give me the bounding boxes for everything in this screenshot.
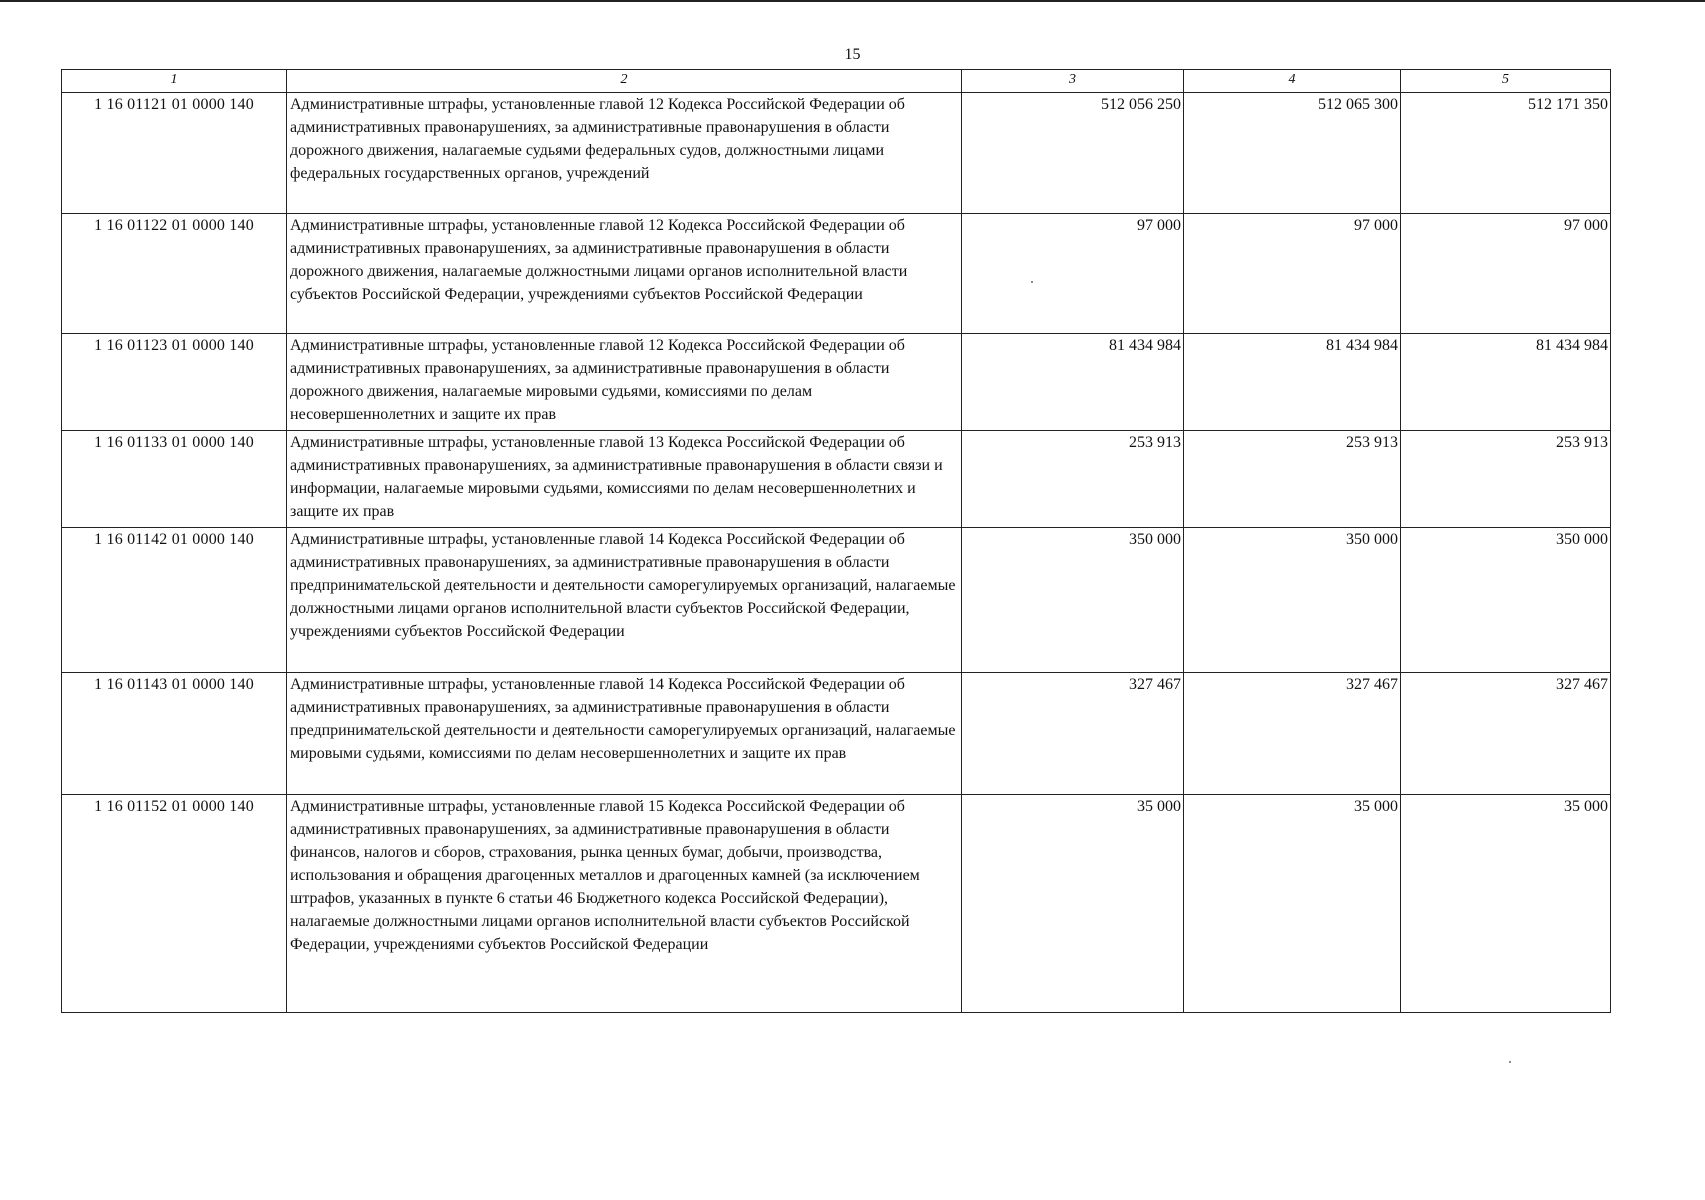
amount-col4-cell: 512 065 300 [1184, 93, 1401, 214]
budget-code-cell: 1 16 01152 01 0000 140 [62, 795, 287, 1013]
amount-col4-cell: 35 000 [1184, 795, 1401, 1013]
amount-col4-cell: 253 913 [1184, 431, 1401, 528]
budget-code-cell: 1 16 01143 01 0000 140 [62, 673, 287, 795]
table-row [62, 334, 1611, 431]
table-row [62, 673, 1611, 795]
amount-col3-cell: 97 000 [962, 214, 1184, 334]
scan-speck [1509, 1061, 1511, 1063]
description-cell: Административные штрафы, установленные главой 12 Кодекса Российской Федерации об административных правонарушениях, за административные правонарушения в области дорожного движения, налагаемые судьями федеральных судов, должностными лицами федеральных государственных органов, учреждений [287, 93, 962, 214]
amount-col3-cell: 512 056 250 [962, 93, 1184, 214]
page-number: 15 [844, 46, 861, 63]
description-cell: Административные штрафы, установленные главой 14 Кодекса Российской Федерации об административных правонарушениях, за административные правонарушения в области предпринимательской деятельности и деятельности саморегулируемых организаций, налагаемые должностными лицами органов исполнительной власти субъектов Российской Федерации, учреждениями субъектов Российской Федерации [287, 528, 962, 673]
scan-top-edge [0, 0, 1705, 2]
amount-col3-cell: 327 467 [962, 673, 1184, 795]
amount-col5-cell: 97 000 [1401, 214, 1611, 334]
table-row [62, 93, 1611, 214]
column-header-1: 1 [62, 70, 287, 93]
table-row [62, 214, 1611, 334]
scan-speck [1031, 281, 1033, 283]
column-number-header-row [62, 70, 1611, 93]
amount-col5-cell: 253 913 [1401, 431, 1611, 528]
budget-code-cell: 1 16 01123 01 0000 140 [62, 334, 287, 431]
amount-col3-cell: 350 000 [962, 528, 1184, 673]
column-header-5: 5 [1401, 70, 1611, 93]
description-cell: Административные штрафы, установленные главой 15 Кодекса Российской Федерации об административных правонарушениях, за административные правонарушения в области финансов, налогов и сборов, страхования, рынка ценных бумаг, добычи, производства, использования и обращения драгоценных металлов и драгоценных камней (за исключением штрафов, указанных в пункте 6 статьи 46 Бюджетного кодекса Российской Федерации), налагаемые должностными лицами органов исполнительной власти субъектов Российской Федерации, учреждениями субъектов Российской Федерации [287, 795, 962, 1013]
amount-col3-cell: 35 000 [962, 795, 1184, 1013]
description-cell: Административные штрафы, установленные главой 12 Кодекса Российской Федерации об административных правонарушениях, за административные правонарушения в области дорожного движения, налагаемые должностными лицами органов исполнительной власти субъектов Российской Федерации, учреждениями субъектов Российской Федерации [287, 214, 962, 334]
budget-code-cell: 1 16 01122 01 0000 140 [62, 214, 287, 334]
budget-code-cell: 1 16 01142 01 0000 140 [62, 528, 287, 673]
amount-col4-cell: 81 434 984 [1184, 334, 1401, 431]
amount-col4-cell: 327 467 [1184, 673, 1401, 795]
table-row [62, 795, 1611, 1013]
description-cell: Административные штрафы, установленные главой 12 Кодекса Российской Федерации об административных правонарушениях, за административные правонарушения в области дорожного движения, налагаемые мировыми судьями, комиссиями по делам несовершеннолетних и защите их прав [287, 334, 962, 431]
description-cell: Административные штрафы, установленные главой 13 Кодекса Российской Федерации об административных правонарушениях, за административные правонарушения в области связи и информации, налагаемые мировыми судьями, комиссиями по делам несовершеннолетних и защите их прав [287, 431, 962, 528]
amount-col5-cell: 81 434 984 [1401, 334, 1611, 431]
amount-col3-cell: 81 434 984 [962, 334, 1184, 431]
revenue-table [61, 69, 1611, 1013]
amount-col5-cell: 512 171 350 [1401, 93, 1611, 214]
table-row [62, 528, 1611, 673]
column-header-3: 3 [962, 70, 1184, 93]
amount-col4-cell: 97 000 [1184, 214, 1401, 334]
budget-code-cell: 1 16 01133 01 0000 140 [62, 431, 287, 528]
column-header-4: 4 [1184, 70, 1401, 93]
amount-col5-cell: 35 000 [1401, 795, 1611, 1013]
column-header-2: 2 [287, 70, 962, 93]
amount-col5-cell: 327 467 [1401, 673, 1611, 795]
amount-col4-cell: 350 000 [1184, 528, 1401, 673]
table-row [62, 431, 1611, 528]
description-cell: Административные штрафы, установленные главой 14 Кодекса Российской Федерации об административных правонарушениях, за административные правонарушения в области предпринимательской деятельности и деятельности саморегулируемых организаций, налагаемые мировыми судьями, комиссиями по делам несовершеннолетних и защите их прав [287, 673, 962, 795]
budget-code-cell: 1 16 01121 01 0000 140 [62, 93, 287, 214]
amount-col5-cell: 350 000 [1401, 528, 1611, 673]
amount-col3-cell: 253 913 [962, 431, 1184, 528]
